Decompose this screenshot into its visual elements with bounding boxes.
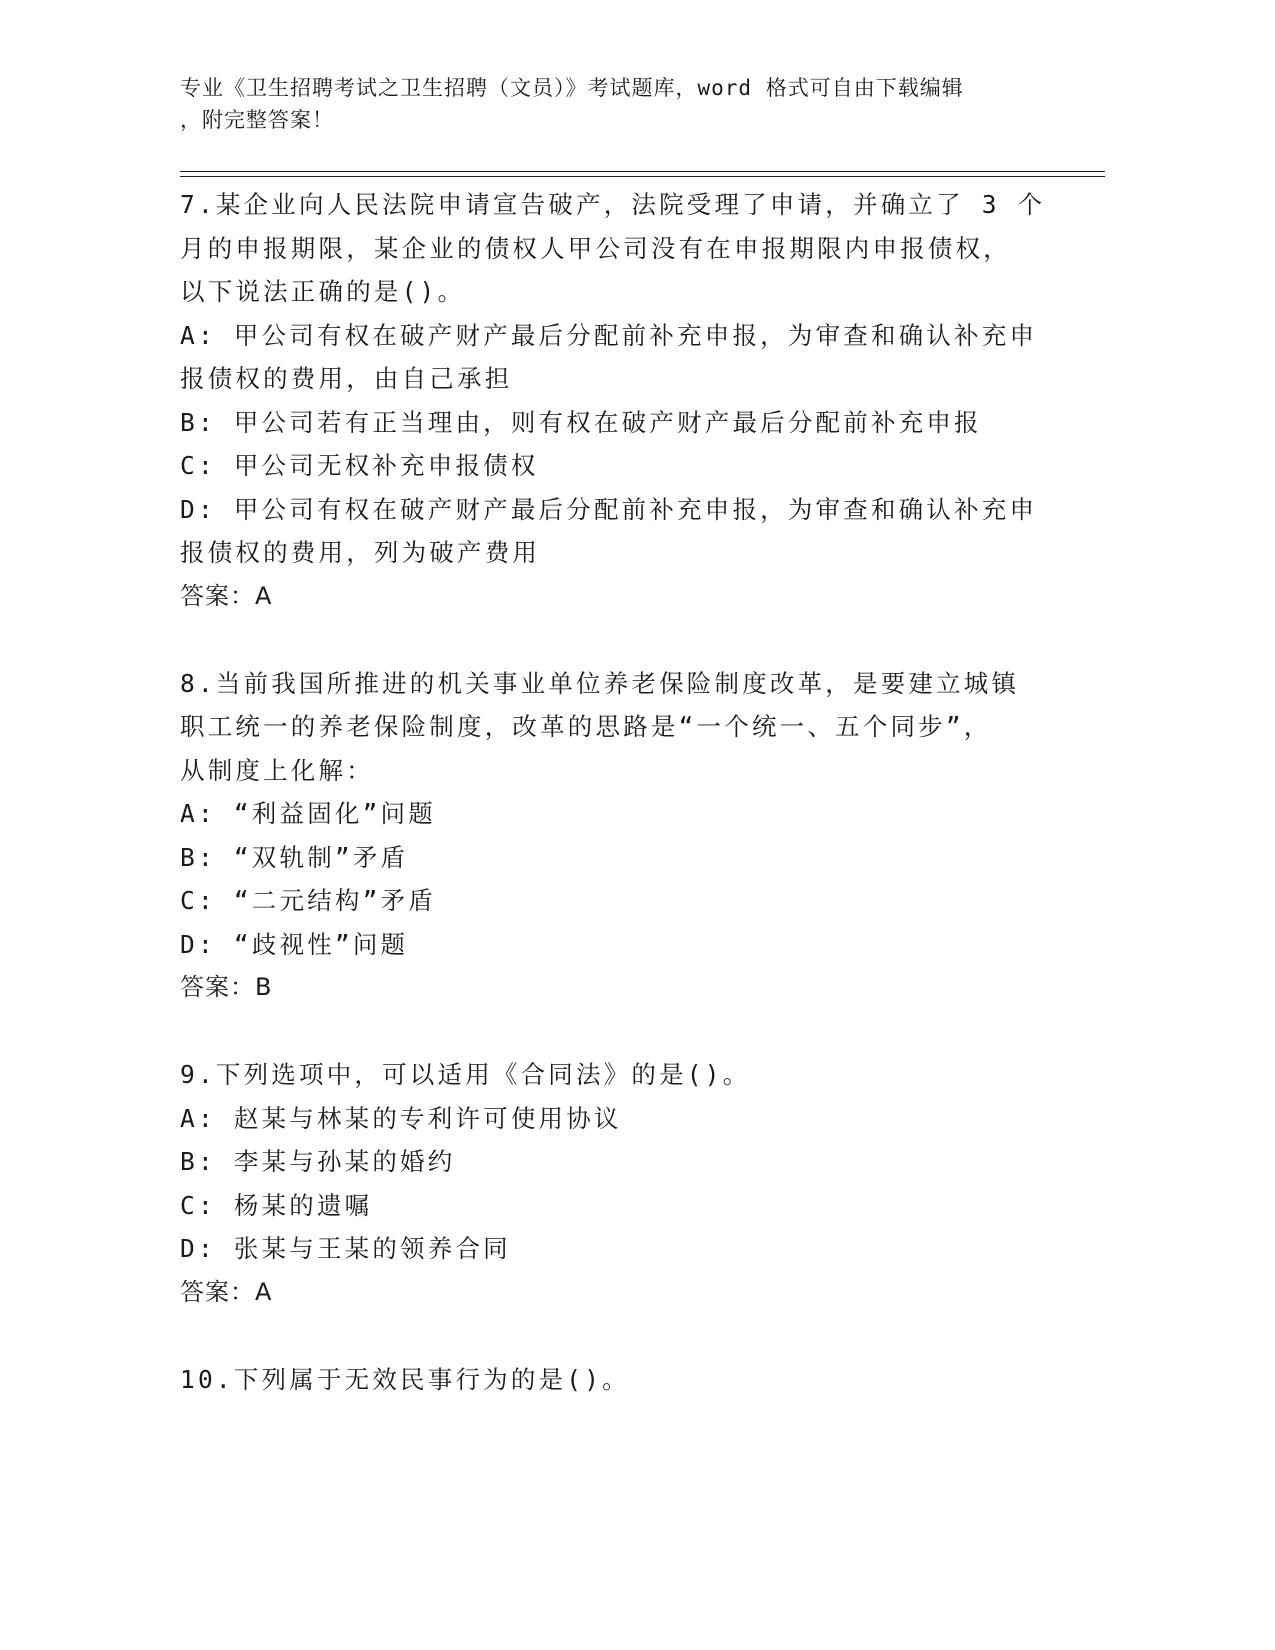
option-d-continued: 报债权的费用，列为破产费用 xyxy=(180,538,541,567)
question-gap xyxy=(180,1010,1060,1054)
question-list xyxy=(180,183,1060,1401)
option-d: D: “歧视性”问题 xyxy=(180,929,409,959)
option-b: B: 李某与孙某的婚约 xyxy=(180,1147,456,1176)
question-10 xyxy=(180,1358,1060,1402)
answer-line: 答案：B xyxy=(180,973,273,1001)
question-7 xyxy=(180,183,1060,618)
question-8 xyxy=(180,662,1060,1010)
option-a: A: 赵某与林某的专利许可使用协议 xyxy=(180,1103,622,1133)
option-c: C: 杨某的遗嘱 xyxy=(180,1190,373,1220)
option-a: A: 甲公司有权在破产财产最后分配前补充申报，为审查和确认补充申 xyxy=(180,320,1038,350)
document-header xyxy=(180,72,1040,136)
question-stem-line: 7.某企业向人民法院申请宣告破产，法院受理了申请，并确立了 3 个 xyxy=(180,190,1046,219)
answer-line: 答案：A xyxy=(180,581,273,610)
header-line-2: ，附完整答案！ xyxy=(180,108,334,132)
header-divider-bottom xyxy=(180,176,1105,177)
question-stem-line: 8.当前我国所推进的机关事业单位养老保险制度改革，是要建立城镇 xyxy=(180,668,1020,698)
question-stem-line: 月的申报期限，某企业的债权人甲公司没有在申报期限内申报债权， xyxy=(180,233,1011,263)
option-a-continued: 报债权的费用，由自己承担 xyxy=(180,364,513,393)
option-a: A: “利益固化”问题 xyxy=(180,799,436,828)
option-b: B: “双轨制”矛盾 xyxy=(180,842,409,872)
answer-line: 答案：A xyxy=(180,1277,273,1306)
question-gap xyxy=(180,1314,1060,1358)
option-d: D: 甲公司有权在破产财产最后分配前补充申报，为审查和确认补充申 xyxy=(180,494,1038,524)
question-stem-line: 9.下列选项中，可以适用《合同法》的是()。 xyxy=(180,1060,751,1089)
question-stem-line: 职工统一的养老保险制度，改革的思路是“一个统一、五个同步”， xyxy=(180,712,992,741)
question-stem-line: 以下说法正确的是()。 xyxy=(180,277,466,306)
option-c: C: 甲公司无权补充申报债权 xyxy=(180,451,539,480)
option-c: C: “二元结构”矛盾 xyxy=(180,886,436,915)
question-stem-line: 10.下列属于无效民事行为的是()。 xyxy=(180,1364,630,1394)
header-divider-top xyxy=(180,171,1105,172)
header-line-1: 专业《卫生招聘考试之卫生招聘（文员）》考试题库，word 格式可自由下载编辑 xyxy=(180,76,964,100)
question-9 xyxy=(180,1053,1060,1314)
option-d: D: 张某与王某的领养合同 xyxy=(180,1234,511,1263)
option-b: B: 甲公司若有正当理由，则有权在破产财产最后分配前补充申报 xyxy=(180,407,982,437)
question-stem-line: 从制度上化解： xyxy=(180,755,374,785)
question-gap xyxy=(180,618,1060,662)
